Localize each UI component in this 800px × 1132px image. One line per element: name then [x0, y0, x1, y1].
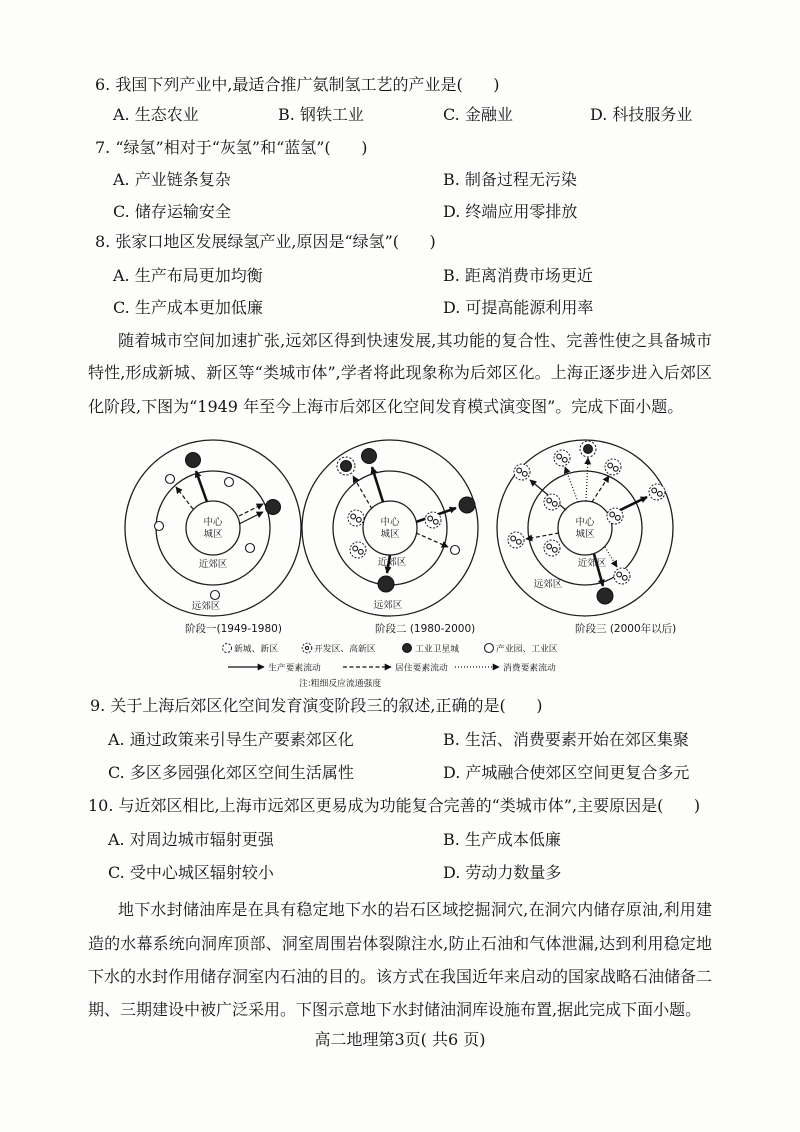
question-7-stem: 7. “绿氢”相对于“灰氢”和“蓝氢”( ) — [95, 138, 368, 157]
satellite-town-marker — [362, 449, 377, 464]
legend-note: 注:粗细反应流通强度 — [299, 679, 382, 689]
page-footer: 高二地理第3页( 共6 页) — [314, 1030, 486, 1049]
new-town-core — [341, 461, 352, 472]
dev-zone-marker — [348, 510, 364, 526]
legend-satellite-town-label: 工业卫星城 — [415, 644, 459, 655]
passage-oil-storage-line: 造的水幕系统向洞库顶部、洞室周围岩体裂隙注水,防止石油和气体泄漏,达到利用稳定地 — [88, 934, 712, 953]
satellite-town-marker — [597, 588, 613, 604]
dev-zone-marker — [544, 540, 560, 556]
residence-flow-arrow — [592, 476, 609, 502]
industrial-park-marker — [225, 478, 234, 487]
near-suburb-label: 近郊区 — [577, 558, 607, 569]
satellite-town-marker — [266, 500, 281, 515]
dev-zone-outline — [508, 532, 524, 548]
stage-2-diagram — [302, 440, 478, 616]
question-8-option-d: D. 可提高能源利用率 — [443, 298, 594, 317]
stage-3-diagram — [497, 440, 673, 616]
consumption-flow-arrow — [586, 458, 588, 501]
passage-suburbanization-line: 特性,形成新城、新区等“类城市体”,学者将此现象称为后郊区化。上海正逐步进入后郊区 — [88, 363, 712, 382]
dev-zone-outline — [544, 494, 560, 510]
far-suburb-label: 远郊区 — [533, 579, 563, 590]
legend-new-town-label: 新城、新区 — [234, 644, 278, 655]
new-town-core — [584, 445, 593, 454]
consumption-flow-arrow — [605, 547, 617, 567]
dev-zone-marker — [425, 512, 441, 528]
dev-zone-marker — [508, 532, 524, 548]
question-9-option-b: B. 生活、消费要素开始在郊区集聚 — [443, 730, 689, 749]
dev-zone-dot — [557, 454, 562, 459]
dev-zone-dot — [353, 546, 358, 551]
center-city-label: 中心 — [575, 517, 595, 528]
dev-zone-outline — [350, 542, 366, 558]
dev-zone-outline — [348, 510, 364, 526]
dev-zone-dot — [356, 517, 361, 522]
question-6-option-d: D. 科技服务业 — [590, 105, 693, 124]
question-9-stem: 9. 关于上海后郊区化空间发育演变阶段三的叙述,正确的是( ) — [90, 696, 543, 715]
center-city-label: 城区 — [380, 529, 400, 540]
legend-production-flow-label: 生产要素流动 — [268, 663, 321, 674]
dev-zone-outline — [554, 450, 570, 466]
dev-zone-outline — [514, 464, 530, 480]
question-7-option-a: A. 产业链条复杂 — [113, 170, 231, 189]
near-suburb-label: 近郊区 — [377, 557, 407, 568]
dev-zone-marker — [554, 450, 570, 466]
legend-dev-zone-dot — [305, 646, 308, 649]
question-9-option-a: A. 通过政策来引导生产要素郊区化 — [108, 730, 354, 749]
near-suburb-label: 近郊区 — [198, 559, 228, 570]
dev-zone-dot — [522, 471, 527, 476]
question-8-option-a: A. 生产布局更加均衡 — [113, 266, 263, 285]
question-6-option-a: A. 生态农业 — [113, 105, 199, 124]
legend-industrial-park-symbol — [485, 644, 494, 653]
far-suburb-label: 远郊区 — [373, 600, 403, 611]
legend — [223, 643, 558, 690]
passage-oil-storage-line: 期、三期建设中被广泛采用。下图示意地下水封储油洞库设施布置,据此完成下面小题。 — [88, 1000, 702, 1019]
dev-zone-dot — [552, 501, 557, 506]
legend-new-town-symbol — [223, 644, 232, 653]
stage-1-caption: 阶段一(1949-1980) — [185, 623, 282, 635]
dev-zone-dot — [657, 491, 662, 496]
center-city-ring — [186, 501, 240, 555]
dev-zone-dot — [610, 512, 615, 517]
question-8-option-c: C. 生产成本更加低廉 — [113, 298, 263, 317]
legend-industrial-park-label: 产业园、工业区 — [496, 644, 558, 655]
dev-zone-dot — [613, 466, 618, 471]
new-town-marker — [580, 441, 596, 457]
stage-3-caption: 阶段三 (2000年以后) — [575, 623, 677, 635]
dev-zone-outline — [614, 568, 630, 584]
passage-suburbanization-line: 随着城市空间加速扩张,远郊区得到快速发展,其功能的复合性、完善性使之具备城市 — [118, 331, 712, 350]
dev-zone-dot — [547, 544, 552, 549]
question-10-option-b: B. 生产成本低廉 — [443, 830, 561, 849]
residence-flow-arrow — [176, 487, 193, 509]
industrial-park-marker — [155, 522, 164, 531]
dev-zone-outline — [425, 512, 441, 528]
passage-oil-storage-line: 地下水封储油库是在具有稳定地下水的岩石区域挖掘洞穴,在洞穴内储存原油,利用建 — [118, 900, 712, 919]
passage-oil-storage-line: 下水的水封作用储存洞室内石油的目的。该方式在我国近年来启动的国家战略石油储备二 — [88, 967, 713, 986]
question-10-option-a: A. 对周边城市辐射更强 — [108, 830, 274, 849]
far-suburb-label: 远郊区 — [191, 601, 221, 612]
dev-zone-dot — [517, 468, 522, 473]
industrial-park-marker — [166, 475, 175, 484]
dev-zone-marker — [544, 494, 560, 510]
question-8-option-b: B. 距离消费市场更近 — [443, 266, 593, 285]
question-10-option-d: D. 劳动力数量多 — [443, 863, 562, 882]
dev-zone-marker — [649, 484, 665, 500]
center-city-ring — [558, 501, 612, 555]
new-town-marker — [337, 457, 355, 475]
dev-zone-dot — [552, 547, 557, 552]
legend-residence-flow-label: 居住要素流动 — [395, 663, 448, 674]
residence-flow-arrow — [526, 533, 559, 539]
passage-suburbanization-line: 化阶段,下图为“1949 年至今上海市后郊区化空间发育模式演变图”。完成下面小题。 — [88, 397, 684, 416]
dev-zone-dot — [652, 488, 657, 493]
industrial-park-marker — [451, 546, 460, 555]
suburbanization-evolution-figure — [100, 436, 690, 692]
center-city-label: 城区 — [203, 529, 223, 540]
dev-zone-marker — [350, 542, 366, 558]
dev-zone-marker — [614, 568, 630, 584]
dev-zone-dot — [615, 515, 620, 520]
dev-zone-marker — [514, 464, 530, 480]
center-city-ring — [363, 501, 417, 555]
question-6-option-b: B. 钢铁工业 — [278, 105, 364, 124]
dev-zone-dot — [351, 514, 356, 519]
production-flow-arrow — [239, 512, 263, 524]
dev-zone-outline — [607, 508, 623, 524]
dev-zone-dot — [547, 498, 552, 503]
dev-zone-outline — [605, 459, 621, 475]
dev-zone-dot — [608, 463, 613, 468]
dev-zone-outline — [544, 540, 560, 556]
question-10-stem: 10. 与近郊区相比,上海市远郊区更易成为功能复合完善的“类城市体”,主要原因是( ) — [88, 796, 701, 815]
center-city-label: 中心 — [203, 517, 223, 528]
question-9-option-d: D. 产城融合使郊区空间更复合多元 — [443, 763, 690, 782]
legend-consumption-flow-label: 消费要素流动 — [503, 663, 556, 674]
residence-flow-arrow — [416, 533, 448, 547]
legend-satellite-town-symbol — [403, 644, 412, 653]
dev-zone-marker — [607, 508, 623, 524]
question-7-option-c: C. 储存运输安全 — [113, 202, 231, 221]
dev-zone-dot — [562, 457, 567, 462]
question-7-option-d: D. 终端应用零排放 — [443, 202, 578, 221]
stage-1-diagram — [125, 440, 301, 616]
question-8-stem: 8. 张家口地区发展绿氢产业,原因是“绿氢”( ) — [95, 232, 436, 251]
dev-zone-dot — [433, 519, 438, 524]
industrial-park-marker — [246, 544, 255, 553]
dev-zone-dot — [617, 572, 622, 577]
satellite-town-marker — [186, 453, 201, 468]
stage-2-caption: 阶段二 (1980-2000) — [375, 623, 476, 635]
dev-zone-dot — [358, 549, 363, 554]
center-city-label: 中心 — [380, 517, 400, 528]
industrial-park-marker — [211, 591, 220, 600]
dev-zone-marker — [605, 459, 621, 475]
question-9-option-c: C. 多区多园强化郊区空间生活属性 — [108, 763, 354, 782]
production-flow-arrow — [196, 471, 207, 502]
question-6-option-c: C. 金融业 — [443, 105, 513, 124]
question-7-option-b: B. 制备过程无污染 — [443, 170, 577, 189]
center-city-label: 城区 — [575, 529, 595, 540]
residence-flow-arrow — [353, 476, 372, 509]
dev-zone-dot — [516, 539, 521, 544]
dev-zone-outline — [649, 484, 665, 500]
far-suburb-ring — [125, 440, 301, 616]
dev-zone-dot — [511, 536, 516, 541]
satellite-town-marker — [459, 497, 475, 513]
dev-zone-dot — [428, 516, 433, 521]
satellite-town-marker — [378, 576, 394, 592]
dev-zone-dot — [622, 575, 627, 580]
question-10-option-c: C. 受中心城区辐射较小 — [108, 863, 274, 882]
legend-dev-zone-label: 开发区、高新区 — [314, 644, 376, 655]
question-6-stem: 6. 我国下列产业中,最适合推广氨制氢工艺的产业是( ) — [95, 75, 500, 94]
